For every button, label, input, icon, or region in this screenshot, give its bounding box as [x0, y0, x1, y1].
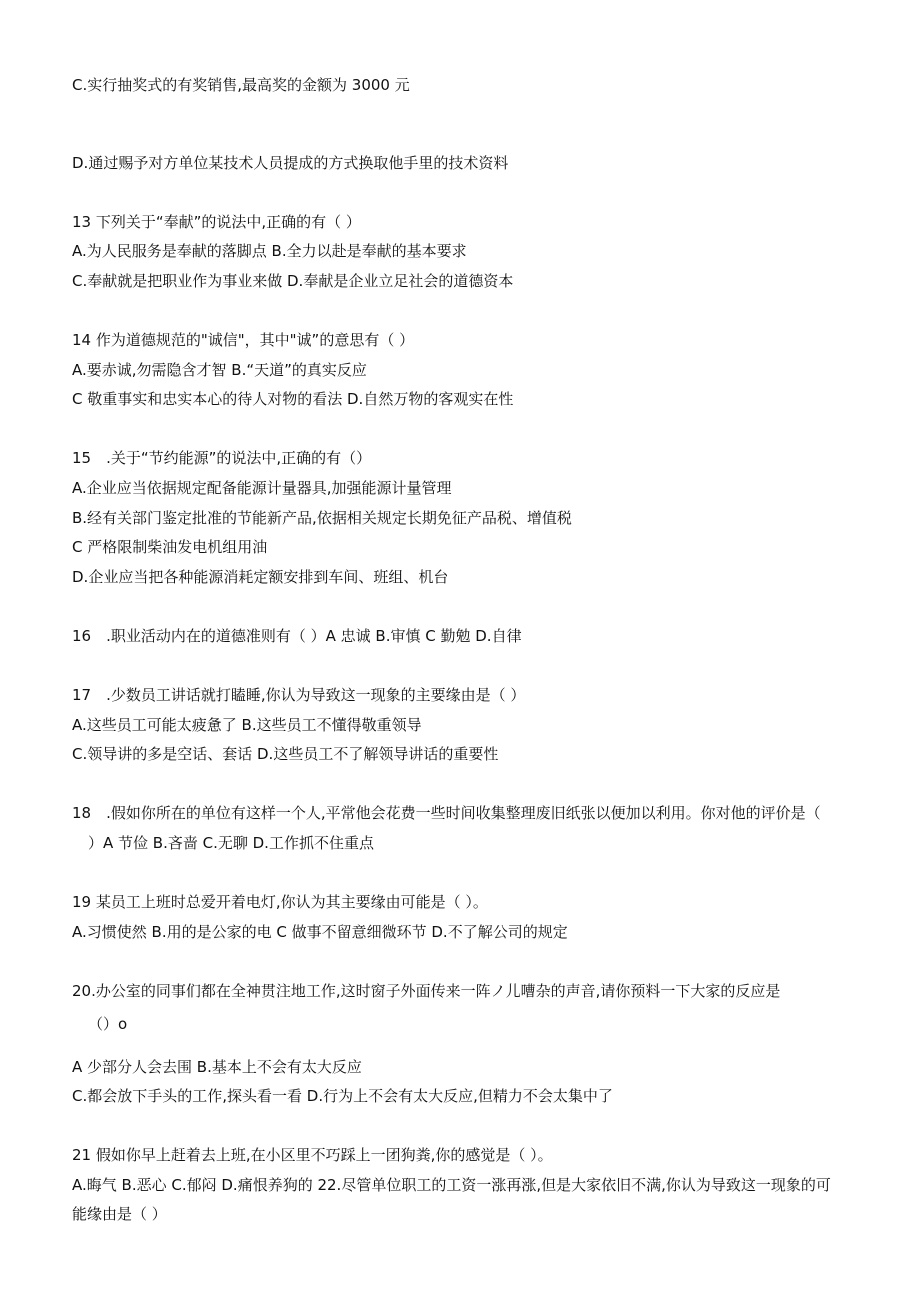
- question-20-options-ab: A 少部分人会去围 B.基本上不会有太大反应: [72, 1058, 362, 1076]
- question-15: 15 .关于“节约能源”的说法中,正确的有（）: [72, 449, 372, 467]
- question-15-option-a: A.企业应当依据规定配备能源计量器具,加强能源计量管理: [72, 479, 452, 497]
- question-13-options-ab: A.为人民服务是奉献的落脚点 B.全力以赴是奉献的基本要求: [72, 242, 467, 260]
- question-17-options-ab: A.这些员工可能太疲惫了 B.这些员工不懂得敬重领导: [72, 716, 422, 734]
- question-18: 18 .假如你所在的单位有这样一个人,平常他会花费一些时间收集整理废旧纸张以便加以利用。你对他的评价是（: [72, 804, 821, 822]
- question-14-options-ab: A.要赤诚,勿需隐含才智 B.“天道”的真实反应: [72, 361, 367, 379]
- question-17: 17 .少数员工讲话就打瞌睡,你认为导致这一现象的主要缘由是（ ）: [72, 686, 526, 704]
- question-22-continued: 能缘由是（ ）: [72, 1205, 167, 1223]
- question-13-options-cd: C.奉献就是把职业作为事业来做 D.奉献是企业立足社会的道德资本: [72, 272, 514, 290]
- question-19: 19 某员工上班时总爱开着电灯,你认为其主要缘由可能是（ ）。: [72, 893, 488, 911]
- question-18-options: ）A 节俭 B.吝啬 C.无聊 D.工作抓不住重点: [88, 834, 374, 852]
- question-21-options-and-question-22: A.晦气 B.恶心 C.郁闷 D.痛恨养狗的 22.尽管单位职工的工资一涨再涨,但是大家依旧不满,你认为导致这一现象的可: [72, 1176, 831, 1194]
- question-14: 14 作为道德规范的"诚信"，其中"诚”的意思有（ ）: [72, 331, 415, 349]
- question-14-options-cd: C 敬重事实和忠实本心的待人对物的看法 D.自然万物的客观实在性: [72, 390, 514, 408]
- question-19-options: A.习惯使然 B.用的是公家的电 C 做事不留意细微环节 D.不了解公司的规定: [72, 923, 568, 941]
- option-d-line: D.通过赐予对方单位某技术人员提成的方式换取他手里的技术资料: [72, 154, 509, 172]
- option-c-line: C.实行抽奖式的有奖销售,最高奖的金额为 3000 元: [72, 76, 410, 94]
- question-16: 16 .职业活动内在的道德准则有（ ）A 忠诚 B.审慎 C 勤勉 D.自律: [72, 627, 522, 645]
- question-15-option-b: B.经有关部门鉴定批准的节能新产品,依据相关规定长期免征产品税、增值税: [72, 509, 572, 527]
- question-21: 21 假如你早上赶着去上班,在小区里不巧踩上一团狗粪,你的感觉是（ ）。: [72, 1146, 553, 1164]
- question-13: 13 下列关于“奉献”的说法中,正确的有（ ）: [72, 213, 361, 231]
- question-20: 20.办公室的同事们都在全神贯注地工作,这时窗子外面传来一阵ノ儿嘈杂的声音,请你预料一下大家的反应是: [72, 982, 781, 1000]
- question-17-options-cd: C.领导讲的多是空话、套话 D.这些员工不了解领导讲话的重要性: [72, 745, 499, 763]
- question-20-options-cd: C.都会放下手头的工作,探头看一看 D.行为上不会有太大反应,但精力不会太集中了: [72, 1087, 613, 1105]
- question-15-option-c: C 严格限制柴油发电机组用油: [72, 538, 268, 556]
- question-20-blank: （）o: [88, 1015, 128, 1033]
- question-15-option-d: D.企业应当把各种能源消耗定额安排到车间、班组、机台: [72, 568, 449, 586]
